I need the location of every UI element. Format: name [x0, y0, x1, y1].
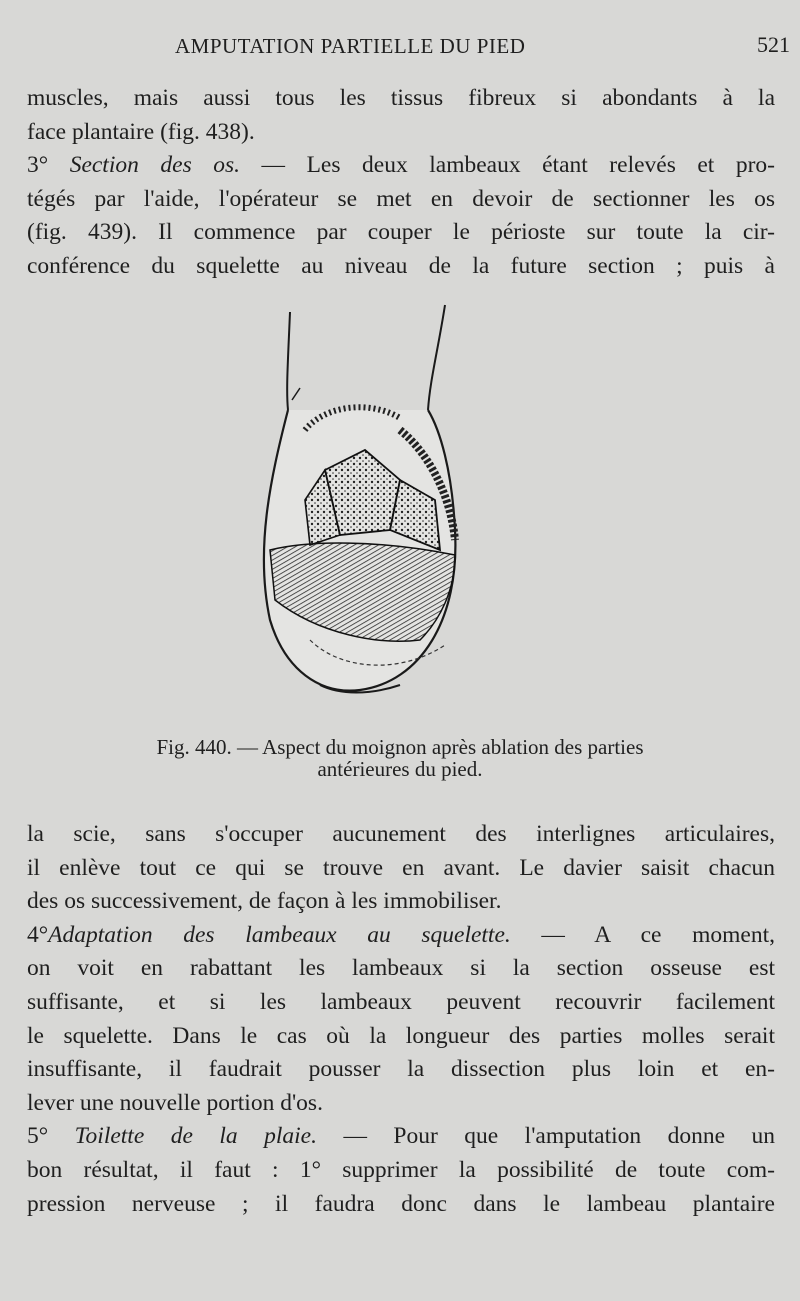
text-line: la scie, sans s'occuper aucunement des interlignes articulaires,: [27, 821, 775, 847]
page-number: 521: [757, 32, 790, 57]
text-line: conférence du squelette au niveau de la future section ; puis à: [27, 252, 775, 279]
bottom-paragraph: [27, 818, 775, 1221]
text-line: il enlève tout ce qui se trouve en avant. Le davier saisit chacun: [27, 854, 775, 881]
text-line: pression nerveuse ; il faudra donc dans le lambeau plantaire: [27, 1190, 775, 1217]
section-heading: Adaptation des lambeaux au squelette.: [48, 921, 511, 948]
section-heading: Section des os.: [69, 152, 241, 179]
section-heading-line: 3° Section des os. — Les deux lambeaux étant relevés et pro-: [27, 152, 776, 179]
text-line: le squelette. Dans le cas où la longueur des parties molles serait: [27, 1022, 775, 1049]
caption-line: Fig. 440. — Aspect du moignon après ablation des parties: [156, 735, 644, 759]
top-paragraph: [27, 82, 775, 284]
stump-illustration: [250, 300, 480, 720]
text-line: muscles, mais aussi tous les tissus fibreux si abondants à la: [27, 85, 775, 111]
text-line: lever une nouvelle portion d'os.: [27, 1089, 323, 1116]
section-heading: Toilette de la plaie.: [74, 1123, 317, 1150]
text-line: suffisante, et si les lambeaux peuvent recouvrir facilement: [27, 988, 775, 1015]
text-line: on voit en rabattant les lambeaux si la section osseuse est: [27, 955, 775, 982]
text-line: des os successivement, de façon à les immobiliser.: [27, 888, 502, 915]
text-line: insuffisante, il faudrait pousser la dissection plus loin et en-: [27, 1056, 775, 1083]
section-heading-line: 4°Adaptation des lambeaux au squelette. — A ce moment,: [27, 921, 775, 948]
text-line: face plantaire (fig. 438).: [27, 118, 255, 145]
text-line: (fig. 439). Il commence par couper le périoste sur toute la cir-: [27, 219, 775, 246]
text-line: tégés par l'aide, l'opérateur se met en devoir de sectionner les os: [27, 185, 775, 212]
caption-line: antérieures du pied.: [317, 757, 483, 781]
figure-caption: [0, 736, 800, 780]
running-header: [0, 32, 800, 62]
section-heading-line: 5° Toilette de la plaie. — Pour que l'amputation donne un: [27, 1123, 776, 1150]
text-line: bon résultat, il faut : 1° supprimer la possibilité de toute com-: [27, 1156, 775, 1183]
running-title: AMPUTATION PARTIELLE DU PIED: [175, 34, 526, 58]
